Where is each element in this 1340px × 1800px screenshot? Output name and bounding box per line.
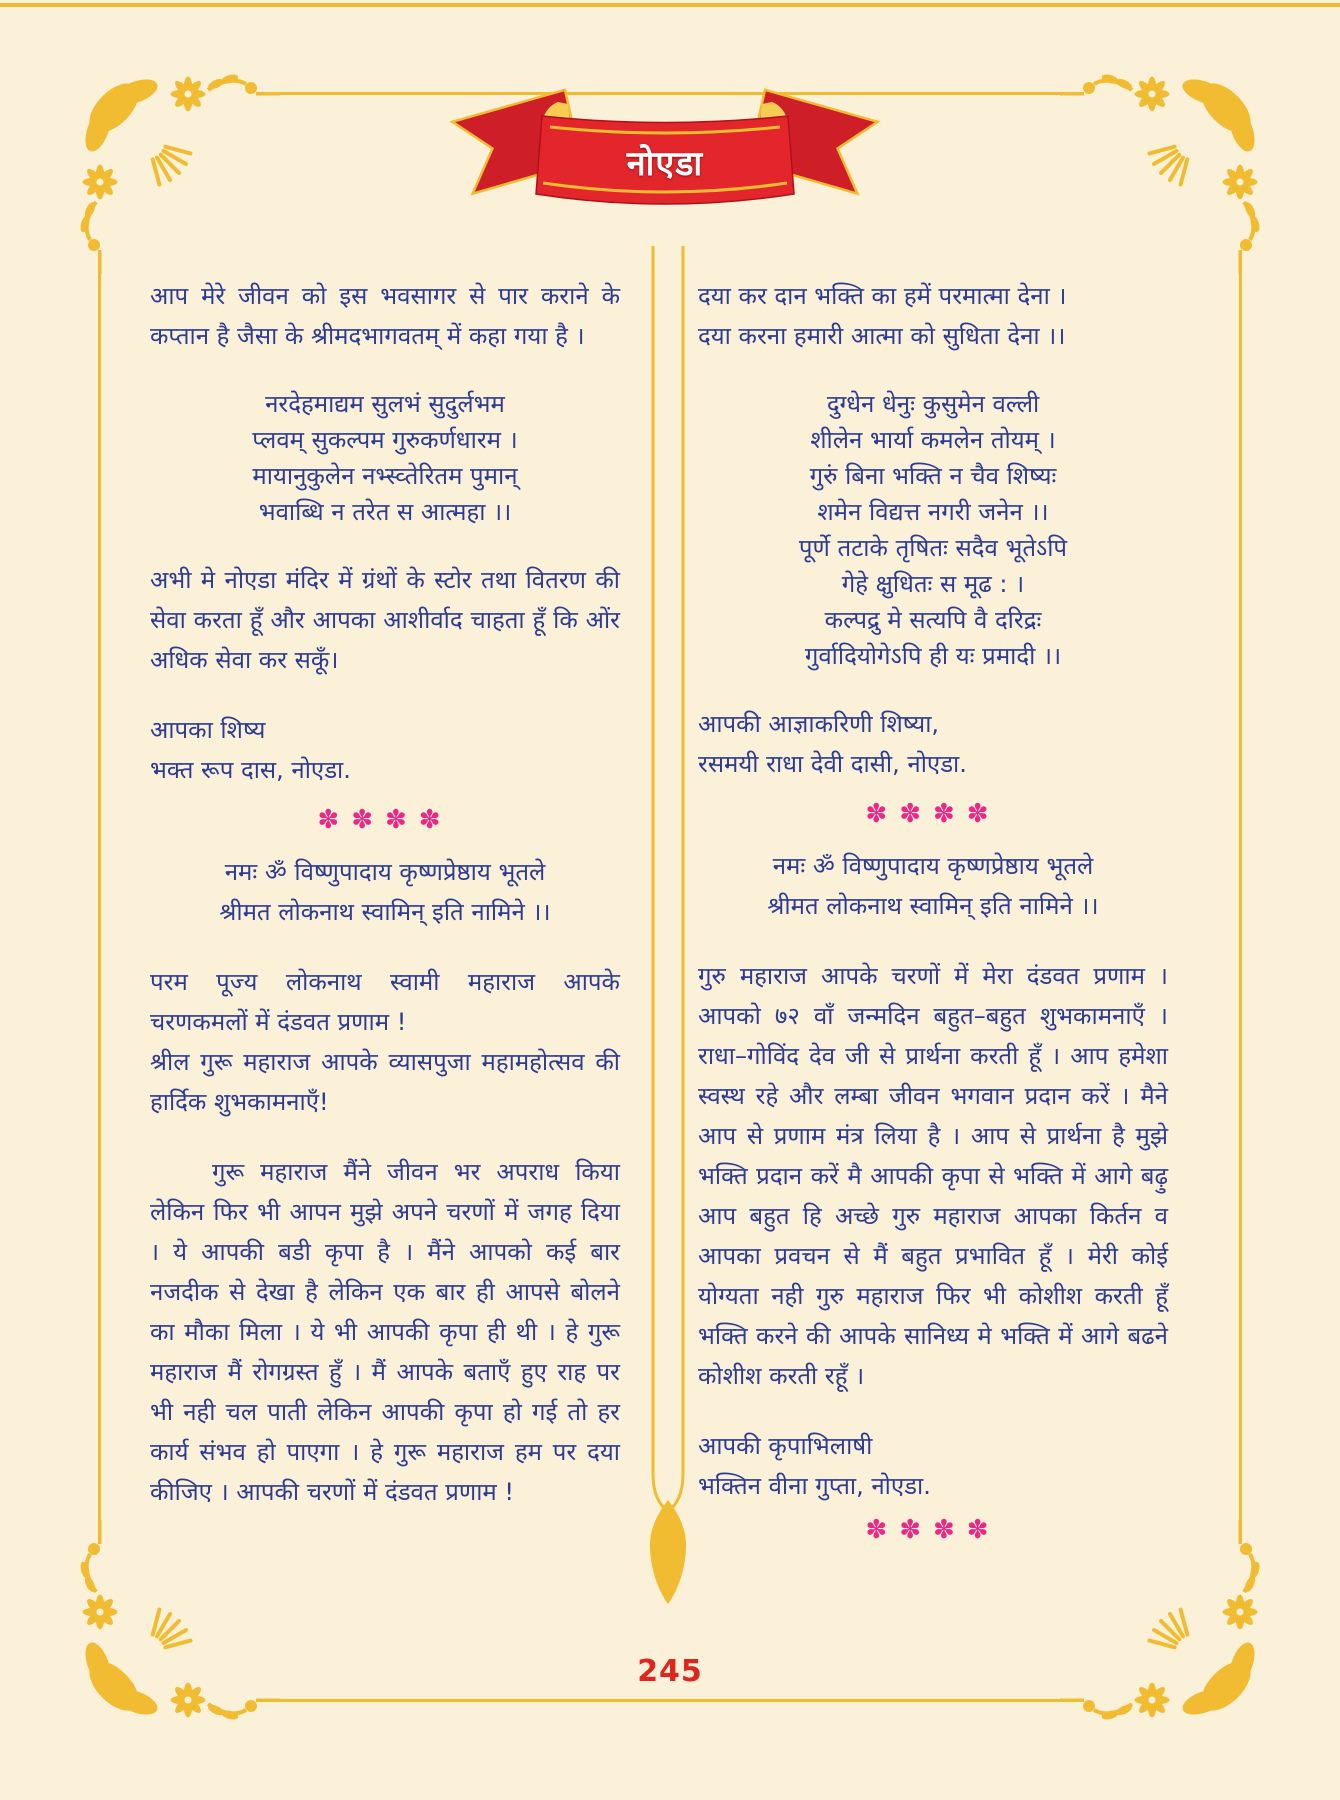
couplet-line: दया कर दान भक्ति का हमें परमात्मा देना ।	[698, 282, 1067, 310]
top-edge-rule	[0, 3, 1340, 7]
corner-flourish-icon	[1060, 1520, 1270, 1730]
right-sanskrit-verse	[698, 386, 1168, 674]
frame-right-line	[1239, 272, 1242, 1522]
verse-line: कल्पद्रु मे सत्यपि वै दरिद्रः	[824, 606, 1042, 634]
mantra-line: श्रीमत लोकनाथ स्वामिन् इति नामिने ।।	[219, 898, 551, 926]
separator-ornament: ✽✽✽✽	[317, 805, 453, 835]
verse-line: गेहे क्षुधितः स मूढ : ।	[841, 570, 1025, 598]
mantra-line: नमः ॐ विष्णुपादाय कृष्णप्रेष्ठाय भूतले	[772, 852, 1094, 880]
separator-ornament: ✽✽✽✽	[865, 799, 1001, 829]
right-letter-paragraph: गुरु महाराज आपके चरणों में मेरा दंडवत प्रणाम । आपको ७२ वाँ जन्मदिन बहुत–बहुत शुभकामनाएँ । राधा–गोविंद देव जी से प्रार्थना करती हूँ । आप हमेशा स्वस्थ रहे और लम्बा जीवन भगवान प्रदान करें । मैने आप से प्रणाम मंत्र लिया है । आप से प्रार्थना है मुझे भक्ति प्रदान करें मै आपकी कृपा से भक्ति में आगे बढ़ु आप बहुत हि अच्छे गुरु महाराज आपका किर्तन व आपका प्रवचन से मैं बहुत प्रभावित हूँ । मेरी कोई योग्यता नही गुरु महाराज फिर भी कोशीश करती हूँ भक्ति करने की आपके सानिध्य मे भक्ति में आगे बढने कोशीश करती रहूँ ।	[698, 962, 1168, 1390]
right-couplet	[698, 276, 1168, 356]
verse-line: दुग्धेन धेनुः कुसुमेन वल्ली	[826, 390, 1040, 418]
left-intro-paragraph: आप मेरे जीवन को इस भवसागर से पार कराने के कप्तान है जैसा के श्रीमदभागवतम् में कहा गया है ।	[150, 282, 620, 350]
right-pranam-mantra	[698, 846, 1168, 926]
banner-title: नोएडा	[626, 144, 704, 184]
signature-line: आपका शिष्य	[150, 716, 266, 744]
column-divider-icon	[646, 246, 690, 1606]
verse-line: प्लवम् सुकल्पम गुरुकर्णधारम ।	[252, 426, 518, 454]
verse-line: गुर्वादियोगेऽपि ही यः प्रमादी ।।	[804, 642, 1062, 670]
corner-flourish-icon	[70, 1520, 280, 1730]
verse-line: गुरुं बिना भक्ति न चैव शिष्यः	[809, 462, 1057, 490]
verse-line: शमेन विद्यत्त नगरी जनेन ।।	[817, 498, 1049, 526]
left-service-paragraph: अभी मे नोएडा मंदिर में ग्रंथों के स्टोर तथा वितरण की सेवा करता हूँ और आपका आशीर्वाद चाहता हूँ कि ओंर अधिक सेवा कर सकूँ।	[150, 566, 620, 674]
signature-line: आपकी आज्ञाकरिणी शिष्या,	[698, 710, 940, 738]
signature-line: आपकी कृपाभिलाषी	[698, 1432, 873, 1460]
verse-line: मायानुकुलेन नभ्स्व्तेरितम पुमान्	[252, 462, 518, 490]
signature-line: भक्त रूप दास, नोएडा.	[150, 756, 351, 784]
frame-left-line	[98, 272, 101, 1522]
greeting-line: परम पूज्य लोकनाथ स्वामी महाराज आपके चरणकमलों में दंडवत प्रणाम !	[150, 968, 620, 1036]
corner-flourish-icon	[1060, 64, 1270, 274]
left-column	[150, 276, 620, 1542]
verse-line: शीलेन भार्या कमलेन तोयम् ।	[810, 426, 1056, 454]
right-column	[698, 276, 1168, 1548]
verse-line: भवाब्धि न तरेत स आत्महा ।।	[258, 498, 512, 526]
corner-flourish-icon	[70, 64, 280, 274]
left-sanskrit-verse	[150, 386, 620, 530]
couplet-line: दया करना हमारी आत्मा को सुधिता देना ।।	[698, 322, 1066, 350]
signature-line: रसमयी राधा देवी दासी, नोएडा.	[698, 750, 967, 778]
greeting-line: श्रील गुरू महाराज आपके व्यासपुजा महामहोत्सव की हार्दिक शुभकामनाएँ!	[150, 1048, 620, 1116]
mantra-line: श्रीमत लोकनाथ स्वामिन् इति नामिने ।।	[767, 892, 1099, 920]
verse-line: नरदेहमाद्यम सुलभं सुदुर्लभम	[265, 390, 505, 418]
right-signature-block-1	[698, 704, 1168, 784]
left-signature-block	[150, 710, 620, 790]
mantra-line: नमः ॐ विष्णुपादाय कृष्णप्रेष्ठाय भूतले	[224, 858, 546, 886]
left-greeting-paragraph	[150, 962, 620, 1122]
left-pranam-mantra	[150, 852, 620, 932]
signature-line: भक्तिन वीना गुप्ता, नोएडा.	[698, 1472, 931, 1500]
frame-bottom-line	[278, 1699, 1064, 1702]
left-letter-paragraph: गुरू महाराज मैंने जीवन भर अपराध किया लेकिन फिर भी आपन मुझे अपने चरणों में जगह दिया । ये आपकी बडी कृपा है । मैंने आपको कई बार नजदीक से देखा है लेकिन एक बार ही आपसे बोलने का मौका मिला । ये भी आपकी कृपा ही थी । हे गुरू महाराज मैं रोगग्रस्त हुँ । मैं आपके बताएँ हुए राह पर भी नही चल पाती लेकिन आपकी कृपा हो गई तो हर कार्य संभव हो पाएगा । हे गुरू महाराज हम पर दया कीजिए । आपकी चरणों में दंडवत प्रणाम !	[150, 1158, 620, 1506]
page-number: 245	[637, 1654, 703, 1689]
right-signature-block-2	[698, 1426, 1168, 1506]
separator-ornament: ✽✽✽✽	[865, 1515, 1001, 1545]
verse-line: पूर्णे तटाके तृषितः सदैव भूतेऽपि	[798, 534, 1068, 562]
